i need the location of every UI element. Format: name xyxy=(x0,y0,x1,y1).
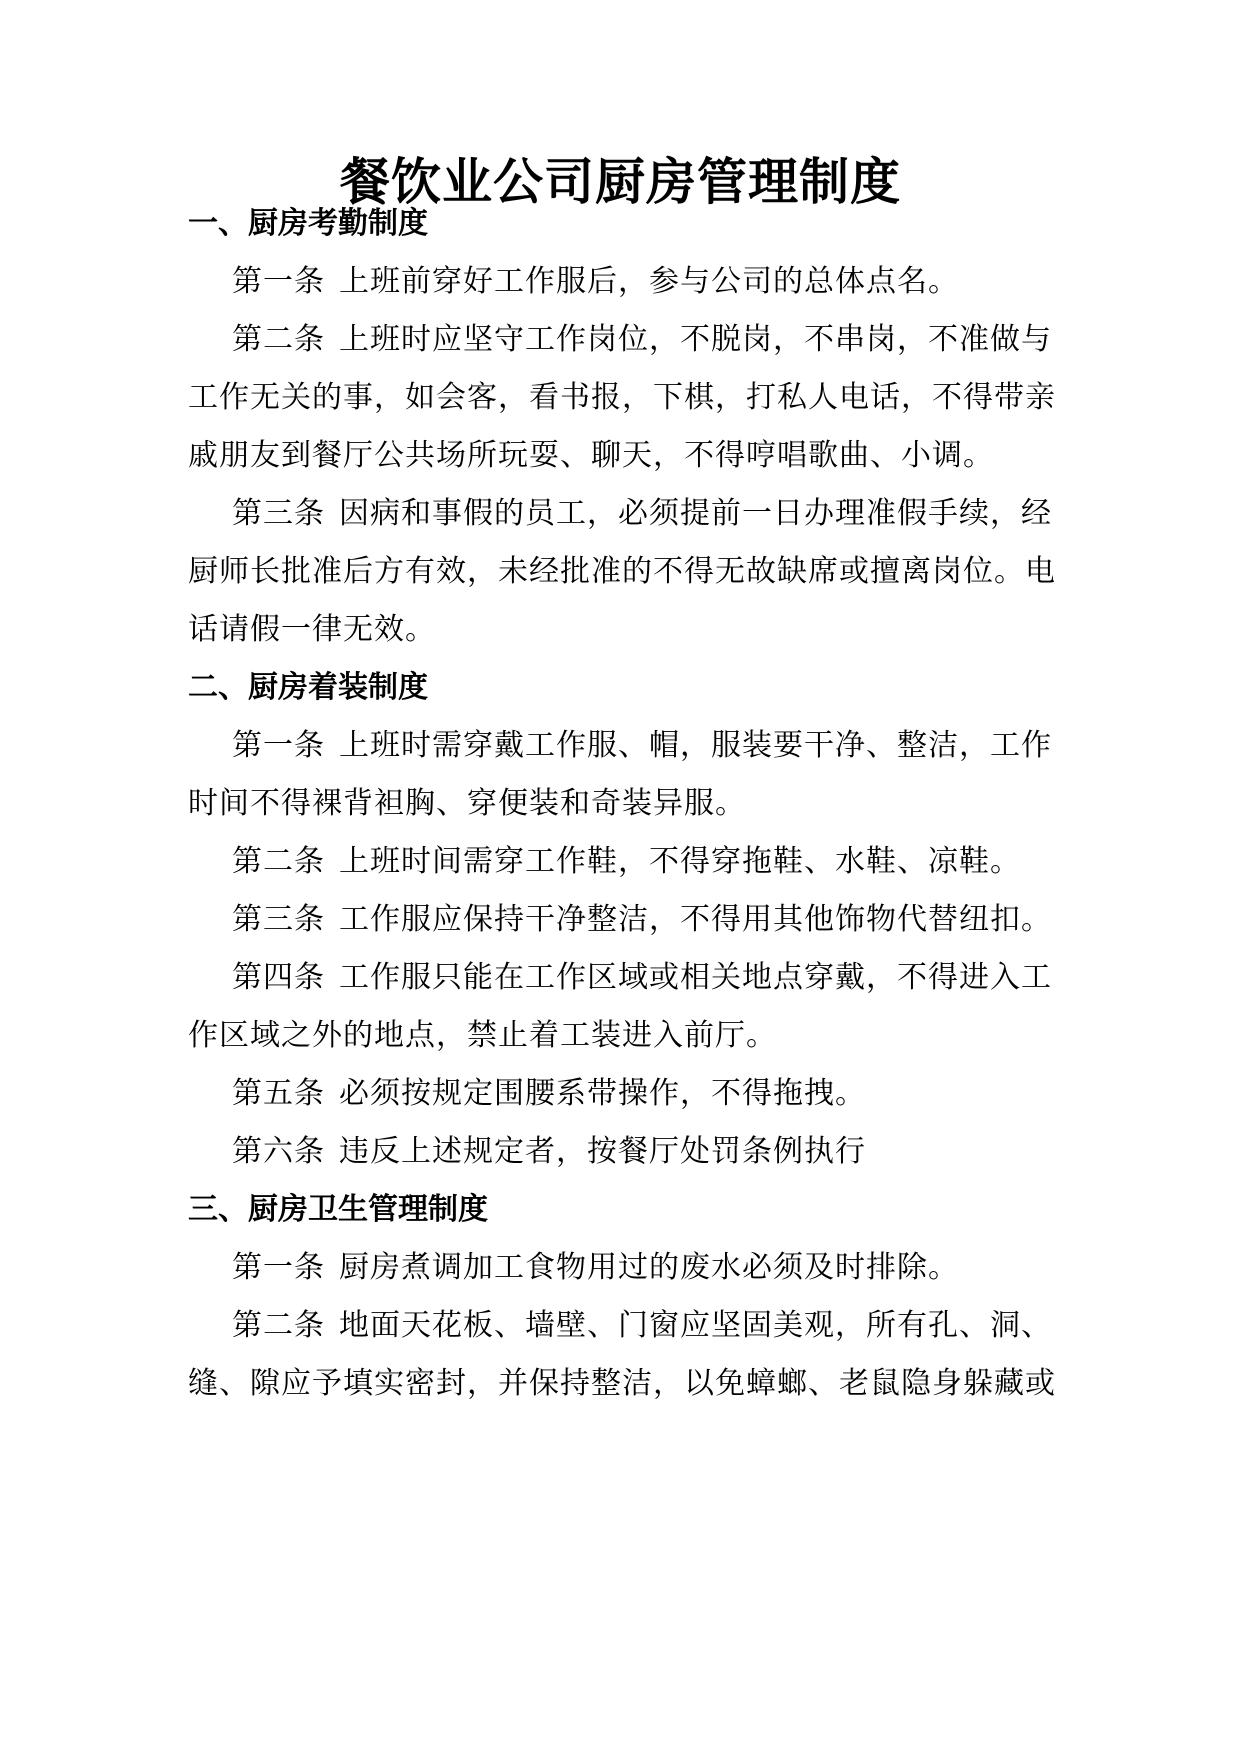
article-line xyxy=(232,1074,866,1114)
article-text: 上班时间需穿工作鞋，不得穿拖鞋、水鞋、凉鞋。 xyxy=(339,844,1021,879)
article-number: 第二条 xyxy=(232,322,325,357)
article-number: 第三条 xyxy=(232,902,325,937)
article-line: 时间不得裸背袒胸、穿便装和奇装异服。 xyxy=(188,786,746,821)
article-line xyxy=(232,1248,959,1288)
article-text: 上班前穿好工作服后，参与公司的总体点名。 xyxy=(339,264,959,299)
article-line xyxy=(232,262,959,302)
article-number: 第四条 xyxy=(232,960,325,995)
article-number: 第一条 xyxy=(232,264,325,299)
section-heading-hygiene: 三、厨房卫生管理制度 xyxy=(188,1192,488,1227)
document-title: 餐饮业公司厨房管理制度 xyxy=(340,153,901,211)
article-text: 违反上述规定者，按餐厅处罚条例执行 xyxy=(339,1134,866,1169)
article-number: 第六条 xyxy=(232,1134,325,1169)
article-text: 必须按规定围腰系带操作，不得拖拽。 xyxy=(339,1076,866,1111)
article-number: 第五条 xyxy=(232,1076,325,1111)
article-number: 第一条 xyxy=(232,1250,325,1285)
article-number: 第二条 xyxy=(232,844,325,879)
article-text: 厨房煮调加工食物用过的废水必须及时排除。 xyxy=(339,1250,959,1285)
article-line: 工作无关的事，如会客，看书报，下棋，打私人电话，不得带亲 xyxy=(188,380,1056,415)
article-line: 厨师长批准后方有效，未经批准的不得无故缺席或擅离岗位。电 xyxy=(188,554,1056,589)
article-line xyxy=(232,320,1052,360)
section-heading-attendance: 一、厨房考勤制度 xyxy=(188,206,428,241)
article-number: 第一条 xyxy=(232,728,325,763)
article-text: 因病和事假的员工，必须提前一日办理准假手续，经 xyxy=(339,496,1052,531)
article-text: 工作服只能在工作区域或相关地点穿戴，不得进入工 xyxy=(339,960,1052,995)
article-line xyxy=(232,494,1052,534)
article-line: 作区域之外的地点，禁止着工装进入前厅。 xyxy=(188,1018,777,1053)
article-number: 第三条 xyxy=(232,496,325,531)
article-text: 工作服应保持干净整洁，不得用其他饰物代替纽扣。 xyxy=(339,902,1052,937)
article-line: 缝、隙应予填实密封，并保持整洁，以免蟑螂、老鼠隐身躲藏或 xyxy=(188,1366,1056,1401)
article-line xyxy=(232,1306,1052,1346)
article-text: 地面天花板、墙壁、门窗应坚固美观，所有孔、洞、 xyxy=(339,1308,1052,1343)
section-heading-dress: 二、厨房着装制度 xyxy=(188,670,428,705)
article-line xyxy=(232,900,1052,940)
article-line xyxy=(232,842,1021,882)
article-line: 戚朋友到餐厅公共场所玩耍、聊天，不得哼唱歌曲、小调。 xyxy=(188,438,994,473)
article-line xyxy=(232,958,1052,998)
article-text: 上班时应坚守工作岗位，不脱岗，不串岗，不准做与 xyxy=(339,322,1052,357)
article-number: 第二条 xyxy=(232,1308,325,1343)
article-text: 上班时需穿戴工作服、帽，服装要干净、整洁，工作 xyxy=(339,728,1052,763)
article-line xyxy=(232,1132,866,1172)
article-line xyxy=(232,726,1052,766)
article-line: 话请假一律无效。 xyxy=(188,612,436,647)
